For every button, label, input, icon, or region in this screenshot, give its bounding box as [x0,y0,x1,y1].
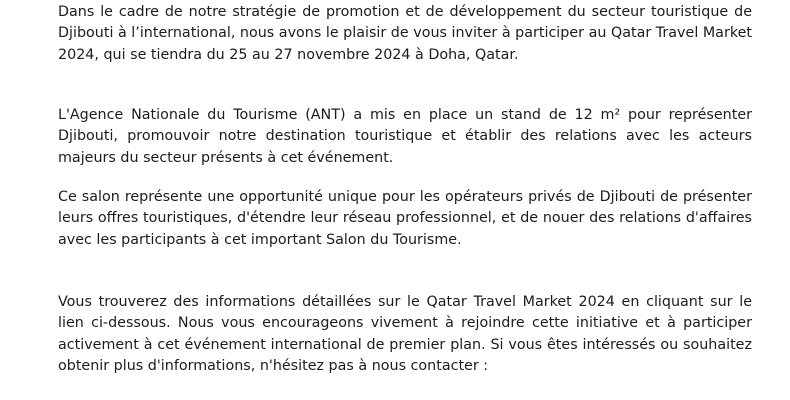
paragraph-invitation: Dans le cadre de notre stratégie de promotion et de développement du secteur touristique de Djibouti à l’international, nous avons le plaisir de vous inviter à participer au Qatar Travel Market 2024, qui se tiendra du 25 au 27 novembre 2024 à Doha, Qatar. [58,4,752,63]
paragraph-opportunity: Ce salon représente une opportunité unique pour les opérateurs privés de Djibouti de présenter leurs offres touristiques, d'étendre leur réseau professionnel, et de nouer des relations d'affaires avec les participants à cet important Salon du Tourisme. [58,189,752,248]
letter-body [58,0,752,400]
paragraph-ant-stand: L'Agence Nationale du Tourisme (ANT) a mis en place un stand de 12 m² pour représenter Djibouti, promouvoir notre destination touristique et établir des relations avec les acteurs majeurs du secteur présents à cet événement. [58,107,752,166]
paragraph-information-contact: Vous trouverez des informations détaillées sur le Qatar Travel Market 2024 en cliquant sur le lien ci-dessous. Nous vous encourageons vivement à rejoindre cette initiative et à participer activement à cet événement international de premier plan. Si vous êtes intéressés ou souhaitez obtenir plus d'informations, n'hésitez pas à nous contacter : [58,294,752,374]
